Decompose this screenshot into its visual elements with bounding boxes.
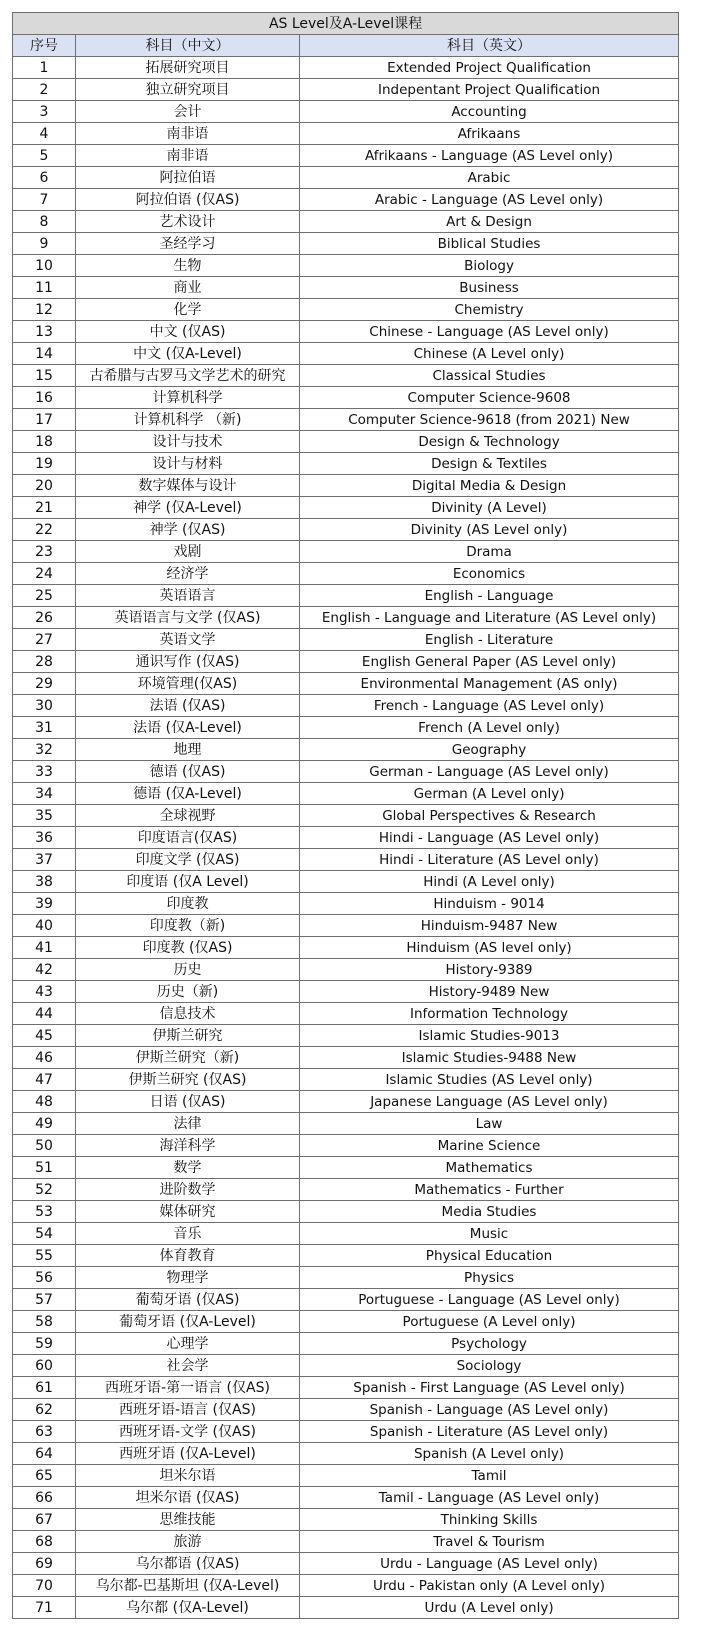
cell-subject-chinese: 阿拉伯语 (76, 167, 300, 189)
table-row (13, 1245, 679, 1267)
cell-number: 6 (13, 167, 76, 189)
cell-subject-chinese: 物理学 (76, 1267, 300, 1289)
cell-subject-chinese: 思维技能 (76, 1509, 300, 1531)
cell-number: 30 (13, 695, 76, 717)
header-subject-english: 科目（英文） (300, 35, 679, 57)
cell-subject-english: Physics (300, 1267, 679, 1289)
cell-number: 18 (13, 431, 76, 453)
cell-subject-english: Divinity (A Level) (300, 497, 679, 519)
cell-subject-chinese: 中文 (仅AS) (76, 321, 300, 343)
table-row (13, 915, 679, 937)
table-row (13, 739, 679, 761)
table-row (13, 431, 679, 453)
cell-subject-english: Classical Studies (300, 365, 679, 387)
cell-subject-chinese: 设计与材料 (76, 453, 300, 475)
cell-subject-chinese: 德语 (仅A-Level) (76, 783, 300, 805)
cell-subject-chinese: 经济学 (76, 563, 300, 585)
cell-subject-chinese: 阿拉伯语 (仅AS) (76, 189, 300, 211)
cell-subject-english: Spanish - Language (AS Level only) (300, 1399, 679, 1421)
table-row (13, 1179, 679, 1201)
table-row (13, 1003, 679, 1025)
cell-subject-english: Design & Textiles (300, 453, 679, 475)
cell-subject-chinese: 英语语言与文学 (仅AS) (76, 607, 300, 629)
cell-subject-chinese: 历史 (76, 959, 300, 981)
cell-number: 24 (13, 563, 76, 585)
table-row (13, 541, 679, 563)
cell-subject-chinese: 数学 (76, 1157, 300, 1179)
cell-subject-english: Hinduism-9487 New (300, 915, 679, 937)
cell-subject-english: Economics (300, 563, 679, 585)
cell-number: 63 (13, 1421, 76, 1443)
cell-number: 36 (13, 827, 76, 849)
cell-number: 9 (13, 233, 76, 255)
cell-subject-english: Hindi (A Level only) (300, 871, 679, 893)
cell-subject-chinese: 化学 (76, 299, 300, 321)
cell-number: 67 (13, 1509, 76, 1531)
cell-number: 16 (13, 387, 76, 409)
table-row (13, 1531, 679, 1553)
table-row (13, 211, 679, 233)
table-row (13, 783, 679, 805)
cell-subject-english: Divinity (AS Level only) (300, 519, 679, 541)
cell-number: 41 (13, 937, 76, 959)
cell-subject-english: Portuguese - Language (AS Level only) (300, 1289, 679, 1311)
cell-number: 61 (13, 1377, 76, 1399)
cell-subject-chinese: 印度文学 (仅AS) (76, 849, 300, 871)
table-row (13, 189, 679, 211)
cell-subject-english: English - Language and Literature (AS Level only) (300, 607, 679, 629)
table-row (13, 717, 679, 739)
cell-subject-chinese: 法语 (仅A-Level) (76, 717, 300, 739)
table-row (13, 937, 679, 959)
table-row (13, 497, 679, 519)
cell-subject-english: Spanish - First Language (AS Level only) (300, 1377, 679, 1399)
cell-subject-english: German (A Level only) (300, 783, 679, 805)
table-row (13, 1553, 679, 1575)
cell-subject-english: Environmental Management (AS only) (300, 673, 679, 695)
cell-number: 53 (13, 1201, 76, 1223)
cell-subject-english: English - Literature (300, 629, 679, 651)
cell-subject-chinese: 环境管理(仅AS) (76, 673, 300, 695)
cell-subject-chinese: 西班牙语-语言 (仅AS) (76, 1399, 300, 1421)
cell-subject-chinese: 南非语 (76, 145, 300, 167)
cell-number: 56 (13, 1267, 76, 1289)
cell-number: 48 (13, 1091, 76, 1113)
table-row (13, 277, 679, 299)
cell-number: 54 (13, 1223, 76, 1245)
cell-number: 59 (13, 1333, 76, 1355)
table-row (13, 827, 679, 849)
cell-subject-english: Chemistry (300, 299, 679, 321)
table-title: AS Level及A-Level课程 (13, 13, 679, 35)
cell-subject-chinese: 计算机科学 （新) (76, 409, 300, 431)
cell-number: 25 (13, 585, 76, 607)
table-row (13, 1289, 679, 1311)
table-row (13, 519, 679, 541)
cell-number: 14 (13, 343, 76, 365)
cell-number: 19 (13, 453, 76, 475)
cell-subject-english: Chinese (A Level only) (300, 343, 679, 365)
cell-subject-english: Business (300, 277, 679, 299)
cell-number: 21 (13, 497, 76, 519)
cell-subject-english: Indepentant Project Qualification (300, 79, 679, 101)
cell-subject-english: Biblical Studies (300, 233, 679, 255)
cell-subject-english: Thinking Skills (300, 1509, 679, 1531)
cell-subject-english: Computer Science-9608 (300, 387, 679, 409)
cell-subject-english: Urdu (A Level only) (300, 1597, 679, 1619)
cell-number: 66 (13, 1487, 76, 1509)
cell-number: 43 (13, 981, 76, 1003)
cell-number: 34 (13, 783, 76, 805)
cell-number: 52 (13, 1179, 76, 1201)
cell-subject-chinese: 古希腊与古罗马文学艺术的研究 (76, 365, 300, 387)
cell-number: 37 (13, 849, 76, 871)
cell-subject-english: Media Studies (300, 1201, 679, 1223)
header-subject-chinese: 科目（中文） (76, 35, 300, 57)
table-row (13, 387, 679, 409)
cell-subject-chinese: 印度教 (76, 893, 300, 915)
cell-subject-english: English General Paper (AS Level only) (300, 651, 679, 673)
table-row (13, 1069, 679, 1091)
cell-number: 17 (13, 409, 76, 431)
cell-subject-english: Computer Science-9618 (from 2021) New (300, 409, 679, 431)
table-row (13, 1333, 679, 1355)
cell-number: 35 (13, 805, 76, 827)
table-row (13, 167, 679, 189)
cell-subject-chinese: 社会学 (76, 1355, 300, 1377)
table-row (13, 1047, 679, 1069)
cell-subject-english: French - Language (AS Level only) (300, 695, 679, 717)
cell-subject-english: Marine Science (300, 1135, 679, 1157)
table-row (13, 255, 679, 277)
table-row (13, 57, 679, 79)
table-row (13, 1355, 679, 1377)
cell-subject-chinese: 艺术设计 (76, 211, 300, 233)
cell-number: 70 (13, 1575, 76, 1597)
cell-subject-chinese: 全球视野 (76, 805, 300, 827)
cell-number: 40 (13, 915, 76, 937)
cell-subject-english: Hinduism - 9014 (300, 893, 679, 915)
cell-number: 45 (13, 1025, 76, 1047)
cell-number: 49 (13, 1113, 76, 1135)
cell-subject-english: Tamil - Language (AS Level only) (300, 1487, 679, 1509)
header-row (13, 35, 679, 57)
table-row (13, 1575, 679, 1597)
cell-number: 44 (13, 1003, 76, 1025)
cell-subject-chinese: 数字媒体与设计 (76, 475, 300, 497)
table-row (13, 981, 679, 1003)
cell-subject-english: Arabic - Language (AS Level only) (300, 189, 679, 211)
table-row (13, 1377, 679, 1399)
cell-subject-english: French (A Level only) (300, 717, 679, 739)
cell-subject-chinese: 生物 (76, 255, 300, 277)
cell-number: 2 (13, 79, 76, 101)
cell-number: 29 (13, 673, 76, 695)
cell-number: 23 (13, 541, 76, 563)
cell-number: 20 (13, 475, 76, 497)
table-row (13, 1091, 679, 1113)
table-row (13, 1201, 679, 1223)
cell-subject-chinese: 坦米尔语 (仅AS) (76, 1487, 300, 1509)
cell-subject-chinese: 英语文学 (76, 629, 300, 651)
header-number: 序号 (13, 35, 76, 57)
cell-subject-english: Spanish (A Level only) (300, 1443, 679, 1465)
table-row (13, 893, 679, 915)
cell-number: 11 (13, 277, 76, 299)
cell-subject-chinese: 西班牙语 (仅A-Level) (76, 1443, 300, 1465)
table-row (13, 343, 679, 365)
table-row (13, 1113, 679, 1135)
cell-number: 8 (13, 211, 76, 233)
cell-subject-english: Mathematics (300, 1157, 679, 1179)
cell-number: 62 (13, 1399, 76, 1421)
cell-number: 42 (13, 959, 76, 981)
cell-number: 22 (13, 519, 76, 541)
cell-subject-english: Geography (300, 739, 679, 761)
cell-subject-chinese: 神学 (仅AS) (76, 519, 300, 541)
table-row (13, 145, 679, 167)
cell-subject-chinese: 日语 (仅AS) (76, 1091, 300, 1113)
table-row (13, 409, 679, 431)
table-row (13, 1421, 679, 1443)
cell-subject-chinese: 独立研究项目 (76, 79, 300, 101)
cell-subject-english: Chinese - Language (AS Level only) (300, 321, 679, 343)
table-row (13, 101, 679, 123)
cell-number: 32 (13, 739, 76, 761)
cell-subject-english: Sociology (300, 1355, 679, 1377)
cell-subject-chinese: 进阶数学 (76, 1179, 300, 1201)
cell-subject-chinese: 西班牙语-第一语言 (仅AS) (76, 1377, 300, 1399)
cell-number: 27 (13, 629, 76, 651)
cell-number: 69 (13, 1553, 76, 1575)
cell-subject-chinese: 地理 (76, 739, 300, 761)
table-row (13, 1157, 679, 1179)
cell-subject-chinese: 信息技术 (76, 1003, 300, 1025)
cell-number: 38 (13, 871, 76, 893)
cell-number: 26 (13, 607, 76, 629)
table-row (13, 871, 679, 893)
cell-subject-chinese: 德语 (仅AS) (76, 761, 300, 783)
cell-number: 7 (13, 189, 76, 211)
cell-subject-english: Global Perspectives & Research (300, 805, 679, 827)
cell-subject-chinese: 伊斯兰研究（新) (76, 1047, 300, 1069)
cell-subject-english: Afrikaans - Language (AS Level only) (300, 145, 679, 167)
cell-subject-chinese: 英语语言 (76, 585, 300, 607)
cell-subject-english: Islamic Studies (AS Level only) (300, 1069, 679, 1091)
cell-subject-english: Drama (300, 541, 679, 563)
table-body (13, 57, 679, 1619)
table-row (13, 1399, 679, 1421)
table-row (13, 1443, 679, 1465)
table-row (13, 1487, 679, 1509)
table-row (13, 695, 679, 717)
cell-subject-english: Mathematics - Further (300, 1179, 679, 1201)
cell-subject-english: Spanish - Literature (AS Level only) (300, 1421, 679, 1443)
cell-subject-english: Extended Project Qualification (300, 57, 679, 79)
cell-subject-chinese: 体育教育 (76, 1245, 300, 1267)
table-row (13, 1267, 679, 1289)
cell-subject-chinese: 葡萄牙语 (仅AS) (76, 1289, 300, 1311)
cell-number: 1 (13, 57, 76, 79)
title-row (13, 13, 679, 35)
cell-subject-english: Islamic Studies-9488 New (300, 1047, 679, 1069)
cell-subject-chinese: 媒体研究 (76, 1201, 300, 1223)
cell-number: 12 (13, 299, 76, 321)
cell-subject-english: Information Technology (300, 1003, 679, 1025)
table-row (13, 475, 679, 497)
cell-subject-chinese: 心理学 (76, 1333, 300, 1355)
cell-subject-english: Accounting (300, 101, 679, 123)
table-row (13, 607, 679, 629)
cell-subject-chinese: 会计 (76, 101, 300, 123)
cell-subject-chinese: 西班牙语-文学 (仅AS) (76, 1421, 300, 1443)
cell-subject-english: English - Language (300, 585, 679, 607)
table-row (13, 629, 679, 651)
courses-table (12, 12, 679, 1619)
cell-subject-english: Hindi - Literature (AS Level only) (300, 849, 679, 871)
cell-number: 31 (13, 717, 76, 739)
table-row (13, 1311, 679, 1333)
table-row (13, 805, 679, 827)
cell-subject-chinese: 拓展研究项目 (76, 57, 300, 79)
cell-number: 5 (13, 145, 76, 167)
cell-subject-chinese: 印度语 (仅A Level) (76, 871, 300, 893)
cell-subject-chinese: 乌尔都语 (仅AS) (76, 1553, 300, 1575)
cell-number: 33 (13, 761, 76, 783)
table-row (13, 365, 679, 387)
table-row (13, 1597, 679, 1619)
cell-subject-english: Afrikaans (300, 123, 679, 145)
cell-subject-chinese: 设计与技术 (76, 431, 300, 453)
cell-number: 3 (13, 101, 76, 123)
table-row (13, 1465, 679, 1487)
cell-number: 28 (13, 651, 76, 673)
cell-subject-english: Physical Education (300, 1245, 679, 1267)
table-row (13, 585, 679, 607)
cell-number: 10 (13, 255, 76, 277)
cell-number: 50 (13, 1135, 76, 1157)
cell-subject-chinese: 伊斯兰研究 (76, 1025, 300, 1047)
cell-number: 4 (13, 123, 76, 145)
cell-subject-chinese: 法语 (仅AS) (76, 695, 300, 717)
cell-subject-english: History-9389 (300, 959, 679, 981)
cell-subject-english: Law (300, 1113, 679, 1135)
cell-subject-chinese: 通识写作 (仅AS) (76, 651, 300, 673)
cell-subject-english: History-9489 New (300, 981, 679, 1003)
cell-number: 64 (13, 1443, 76, 1465)
cell-subject-english: Japanese Language (AS Level only) (300, 1091, 679, 1113)
cell-subject-chinese: 神学 (仅A-Level) (76, 497, 300, 519)
cell-number: 13 (13, 321, 76, 343)
table-row (13, 453, 679, 475)
cell-subject-chinese: 印度教 (仅AS) (76, 937, 300, 959)
cell-subject-chinese: 伊斯兰研究 (仅AS) (76, 1069, 300, 1091)
cell-subject-english: Urdu - Pakistan only (A Level only) (300, 1575, 679, 1597)
cell-subject-chinese: 印度语言(仅AS) (76, 827, 300, 849)
cell-subject-english: Portuguese (A Level only) (300, 1311, 679, 1333)
table-row (13, 761, 679, 783)
cell-subject-chinese: 历史（新) (76, 981, 300, 1003)
cell-number: 60 (13, 1355, 76, 1377)
cell-number: 15 (13, 365, 76, 387)
cell-subject-chinese: 葡萄牙语 (仅A-Level) (76, 1311, 300, 1333)
cell-subject-chinese: 乌尔都 (仅A-Level) (76, 1597, 300, 1619)
table-row (13, 959, 679, 981)
cell-subject-chinese: 计算机科学 (76, 387, 300, 409)
cell-subject-english: Digital Media & Design (300, 475, 679, 497)
cell-subject-chinese: 旅游 (76, 1531, 300, 1553)
cell-subject-chinese: 中文 (仅A-Level) (76, 343, 300, 365)
cell-subject-english: Hindi - Language (AS Level only) (300, 827, 679, 849)
cell-number: 58 (13, 1311, 76, 1333)
cell-subject-english: German - Language (AS Level only) (300, 761, 679, 783)
cell-subject-chinese: 海洋科学 (76, 1135, 300, 1157)
cell-subject-english: Travel & Tourism (300, 1531, 679, 1553)
cell-subject-chinese: 音乐 (76, 1223, 300, 1245)
cell-subject-english: Art & Design (300, 211, 679, 233)
cell-number: 39 (13, 893, 76, 915)
cell-number: 71 (13, 1597, 76, 1619)
cell-subject-english: Urdu - Language (AS Level only) (300, 1553, 679, 1575)
table-row (13, 849, 679, 871)
cell-number: 65 (13, 1465, 76, 1487)
cell-subject-chinese: 南非语 (76, 123, 300, 145)
table-row (13, 673, 679, 695)
cell-subject-english: Tamil (300, 1465, 679, 1487)
cell-subject-english: Music (300, 1223, 679, 1245)
table-row (13, 1025, 679, 1047)
cell-number: 55 (13, 1245, 76, 1267)
table-row (13, 1509, 679, 1531)
cell-subject-chinese: 印度教（新) (76, 915, 300, 937)
table-row (13, 123, 679, 145)
cell-subject-chinese: 坦米尔语 (76, 1465, 300, 1487)
cell-subject-chinese: 法律 (76, 1113, 300, 1135)
cell-subject-english: Hinduism (AS level only) (300, 937, 679, 959)
cell-subject-english: Islamic Studies-9013 (300, 1025, 679, 1047)
table-row (13, 563, 679, 585)
cell-subject-english: Arabic (300, 167, 679, 189)
cell-subject-english: Biology (300, 255, 679, 277)
cell-subject-chinese: 商业 (76, 277, 300, 299)
cell-subject-english: Psychology (300, 1333, 679, 1355)
cell-number: 68 (13, 1531, 76, 1553)
table-row (13, 79, 679, 101)
cell-subject-chinese: 圣经学习 (76, 233, 300, 255)
table-row (13, 299, 679, 321)
cell-number: 51 (13, 1157, 76, 1179)
cell-subject-english: Design & Technology (300, 431, 679, 453)
table-row (13, 233, 679, 255)
table-row (13, 1135, 679, 1157)
cell-subject-chinese: 乌尔都-巴基斯坦 (仅A-Level) (76, 1575, 300, 1597)
cell-number: 47 (13, 1069, 76, 1091)
cell-subject-chinese: 戏剧 (76, 541, 300, 563)
cell-number: 46 (13, 1047, 76, 1069)
cell-number: 57 (13, 1289, 76, 1311)
table-row (13, 321, 679, 343)
table-row (13, 651, 679, 673)
table-row (13, 1223, 679, 1245)
